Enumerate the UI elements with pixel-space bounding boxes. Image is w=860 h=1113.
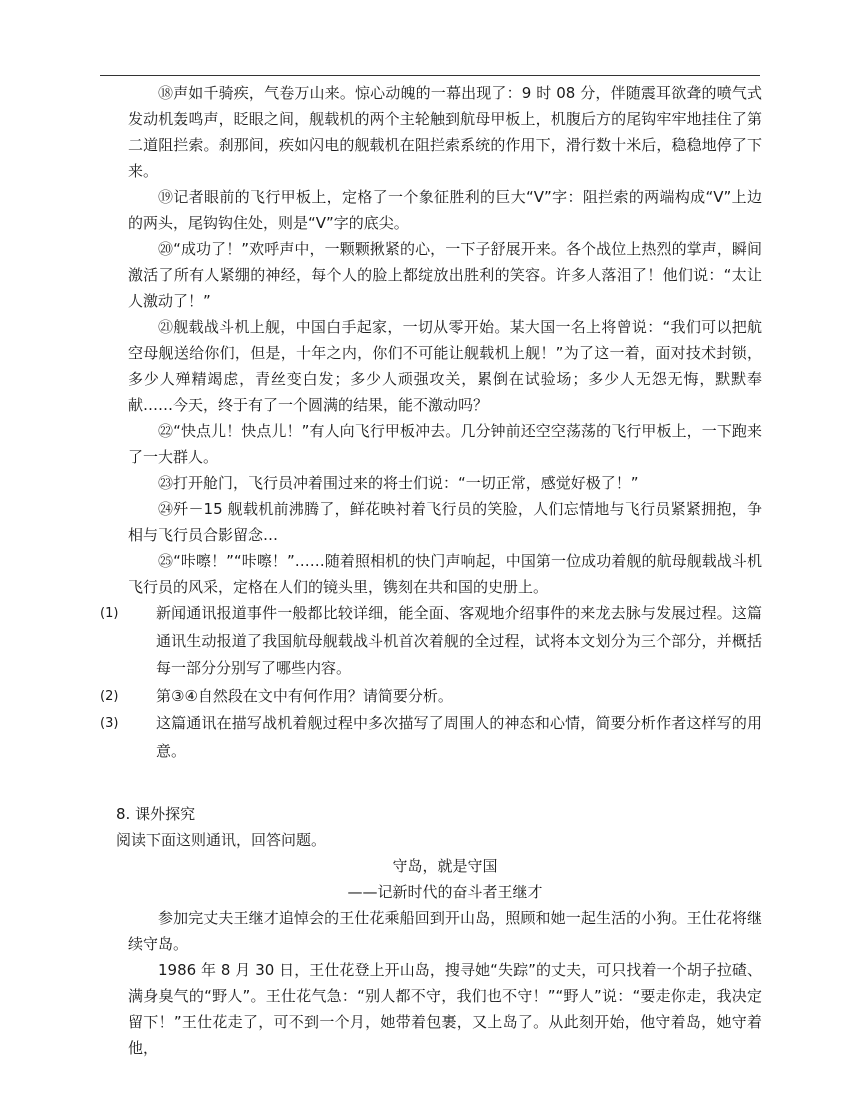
article-title: 守岛，就是守国 — [392, 857, 498, 875]
question-number: (2) — [100, 688, 119, 704]
section-heading: 8. 课外探究 — [116, 805, 196, 823]
header-rule — [100, 75, 760, 76]
document-content — [100, 80, 762, 1061]
paragraph-23: ㉓打开舱门，飞行员冲着围过来的将士们说：“一切正常，感觉好极了！” — [158, 474, 639, 492]
question-1 — [100, 600, 762, 683]
spacer — [128, 765, 762, 801]
question-text: 新闻通讯报道事件一般都比较详细，能全面、客观地介绍事件的来龙去脉与发展过程。这篇通讯生动报道了我国航母舰载战斗机首次着舰的全过程，试将本文划分为三个部分，并概括每一部分分别写了哪些内容。 — [156, 604, 762, 677]
paragraph-20: ⑳“成功了！”欢呼声中，一颗颗揪紧的心，一下子舒展开来。各个战位上热烈的掌声，瞬间激活了所有人紧绷的神经，每个人的脸上都绽放出胜利的笑容。许多人落泪了！他们说：“太让人激动了！” — [128, 240, 762, 310]
question-text: 这篇通讯在描写战机着舰过程中多次描写了周围人的神态和心情，简要分析作者这样写的用意。 — [156, 714, 762, 760]
paragraph-18: ⑱声如千骑疾，气卷万山来。惊心动魄的一幕出现了：9 时 08 分，伴随震耳欲聋的喷气式发动机轰鸣声，眨眼之间，舰载机的两个主轮触到航母甲板上，机腹后方的尾钩牢牢地挂住了第二道阻拦索。刹那间，疾如闪电的舰载机在阻拦索系统的作用下，滑行数十米后，稳稳地停了下来。 — [128, 84, 762, 180]
paragraph-22: ㉒“快点儿！快点儿！”有人向飞行甲板冲去。几分钟前还空空荡荡的飞行甲板上，一下跑来了一大群人。 — [128, 422, 762, 466]
article-paragraph-1: 参加完丈夫王继才追悼会的王仕花乘船回到开山岛，照顾和她一起生活的小狗。王仕花将继续守岛。 — [128, 909, 762, 953]
article-subtitle: ——记新时代的奋斗者王继才 — [347, 883, 543, 901]
question-number: (1) — [100, 606, 119, 621]
question-number: (3) — [100, 716, 119, 731]
question-2 — [100, 683, 762, 711]
question-3 — [100, 710, 762, 765]
paragraph-19: ⑲记者眼前的飞行甲板上，定格了一个象征胜利的巨大“V”字：阻拦索的两端构成“V”上边的两头，尾钩钩住处，则是“V”字的底尖。 — [128, 188, 762, 232]
paragraph-25: ㉕“咔嚓！”“咔嚓！”……随着照相机的快门声响起，中国第一位成功着舰的航母舰载战斗机飞行员的风采，定格在人们的镜头里，镌刻在共和国的史册上。 — [128, 552, 762, 596]
article-paragraph-2: 1986 年 8 月 30 日，王仕花登上开山岛，搜寻她“失踪”的丈夫，可只找着一个胡子拉碴、满身臭气的“野人”。王仕花气急：“别人都不守，我们也不守！”“野人”说：“要走你走，我决定留下！”王仕花走了，可不到一个月，她带着包裹，又上岛了。从此刻开始，他守着岛，她守着他， — [128, 961, 762, 1057]
paragraph-21: ㉑舰载战斗机上舰，中国白手起家，一切从零开始。某大国一名上将曾说：“我们可以把航空母舰送给你们，但是，十年之内，你们不可能让舰载机上舰！”为了这一着，面对技术封锁，多少人殚精竭虑，青丝变白发；多少人顽强攻关，累倒在试验场；多少人无怨无悔，默默奉献……今天，终于有了一个圆满的结果，能不激动吗？ — [128, 318, 762, 414]
section-instruction: 阅读下面这则通讯，回答问题。 — [116, 831, 327, 849]
paragraph-24: ㉔歼－15 舰载机前沸腾了，鲜花映衬着飞行员的笑脸，人们忘情地与飞行员紧紧拥抱，争相与飞行员合影留念… — [128, 500, 762, 544]
question-text: 第③④自然段在文中有何作用？请简要分析。 — [156, 686, 453, 705]
